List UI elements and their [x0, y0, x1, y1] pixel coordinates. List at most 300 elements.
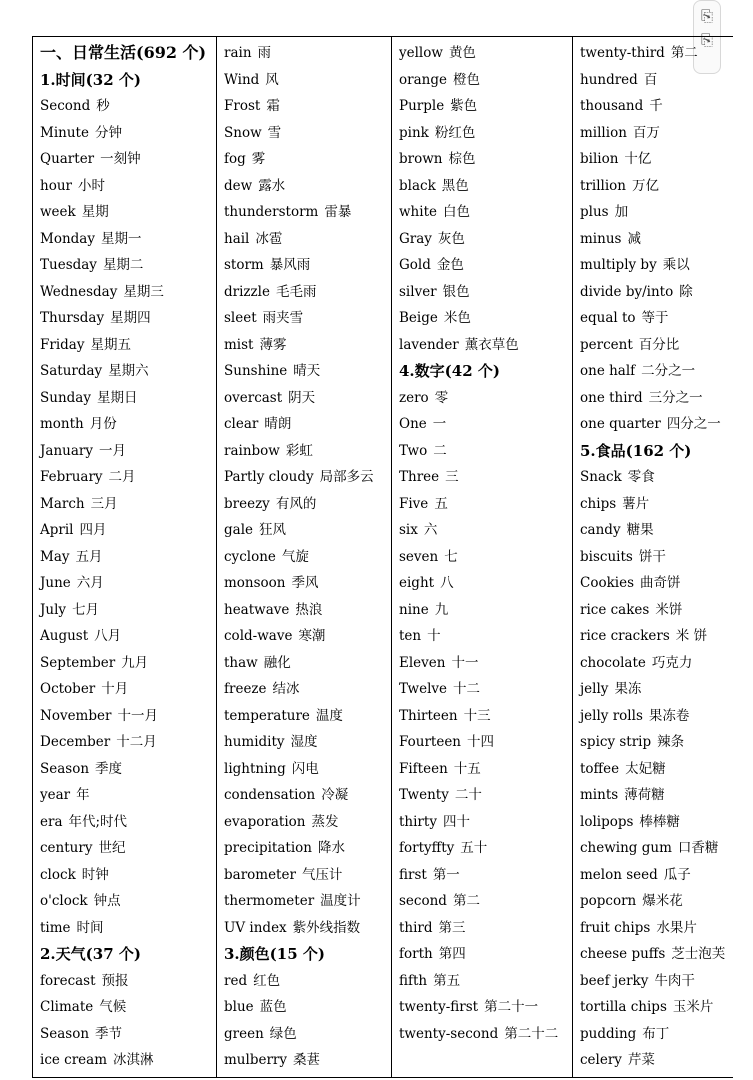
vocab-entry — [580, 93, 753, 120]
chinese-meaning: 千 — [649, 98, 663, 114]
vocab-entry — [399, 623, 572, 650]
vocab-entry — [40, 199, 216, 226]
english-word: one third — [580, 389, 643, 406]
vocab-entry — [224, 544, 391, 571]
vocab-entry — [40, 676, 216, 703]
chinese-meaning: 时间 — [76, 919, 104, 936]
vocab-entry — [40, 358, 216, 385]
vocab-entry — [224, 146, 391, 173]
english-word: September — [40, 654, 116, 671]
vocab-entry — [580, 729, 753, 756]
chinese-meaning: 巧克力 — [651, 654, 693, 671]
chinese-meaning: 一刻钟 — [100, 151, 141, 167]
english-word: nine — [399, 601, 429, 618]
vocab-entry — [224, 703, 391, 730]
english-word: spicy strip — [580, 734, 652, 750]
chinese-meaning: 融化 — [263, 654, 291, 671]
english-word: cheese puffs — [580, 946, 666, 962]
english-word: fruit chips — [580, 919, 651, 936]
english-word: Partly cloudy — [224, 469, 314, 485]
vocab-entry — [580, 279, 753, 306]
chinese-meaning: 星期二 — [102, 257, 144, 273]
vocab-entry — [224, 491, 391, 518]
vocab-entry — [399, 729, 572, 756]
vocab-entry — [580, 623, 753, 650]
chinese-meaning: 冰雹 — [255, 230, 283, 247]
vocab-entry — [580, 146, 753, 173]
chinese-meaning: 瓜子 — [663, 866, 691, 883]
vocab-entry — [399, 40, 572, 67]
vocab-entry — [224, 252, 391, 279]
vocab-entry — [580, 835, 753, 862]
chinese-meaning: 星期四 — [110, 310, 151, 326]
english-word: UV index — [224, 919, 287, 936]
vocab-entry — [40, 279, 216, 306]
english-word: Fourteen — [399, 734, 462, 750]
english-word: barometer — [224, 866, 296, 883]
vocab-entry — [580, 1047, 753, 1074]
english-word: Frost — [224, 98, 261, 114]
vocab-entry — [40, 756, 216, 783]
vocab-entry — [580, 862, 753, 889]
chinese-meaning: 橙色 — [452, 71, 480, 88]
english-word: heatwave — [224, 601, 290, 618]
chinese-meaning: 十五 — [453, 760, 481, 777]
chinese-meaning: 绿色 — [269, 1025, 297, 1042]
english-word: month — [40, 416, 84, 432]
english-word: Five — [399, 495, 429, 512]
chinese-meaning: 八 — [440, 575, 454, 591]
chinese-meaning: 世纪 — [98, 840, 126, 856]
english-word: fortyffty — [399, 840, 455, 856]
vocab-entry — [399, 411, 572, 438]
chinese-meaning: 降水 — [317, 840, 345, 856]
english-word: lightning — [224, 760, 286, 777]
vocab-entry — [40, 332, 216, 359]
english-word: Two — [399, 442, 428, 459]
vocab-entry — [399, 517, 572, 544]
chinese-meaning: 湿度 — [290, 734, 318, 750]
english-word: rain — [224, 45, 252, 61]
english-word: Gray — [399, 230, 432, 247]
english-word: mist — [224, 336, 254, 353]
english-word: hundred — [580, 71, 638, 88]
vocab-entry — [580, 544, 753, 571]
english-word: chewing gum — [580, 840, 672, 856]
chinese-meaning: 糖果 — [626, 522, 654, 538]
english-word: week — [40, 204, 76, 220]
chinese-meaning: 星期六 — [108, 363, 149, 379]
chinese-meaning: 第二十二 — [504, 1025, 559, 1042]
english-word: orange — [399, 71, 447, 88]
chinese-meaning: 钟点 — [93, 893, 121, 909]
english-word: evaporation — [224, 813, 306, 830]
vocab-entry — [40, 93, 216, 120]
chinese-meaning: 第二十一 — [484, 999, 539, 1015]
english-word: Sunday — [40, 389, 91, 406]
vocab-entry — [399, 279, 572, 306]
section-heading: 4.数字(42 个) — [399, 362, 500, 380]
vocab-entry — [399, 544, 572, 571]
chapter-heading: 一、日常生活(692 个) — [40, 43, 207, 62]
vocab-entry — [399, 120, 572, 147]
english-word: o'clock — [40, 893, 88, 909]
english-word: forth — [399, 946, 433, 962]
chinese-meaning: 星期三 — [123, 283, 164, 300]
chinese-meaning: 年 — [76, 787, 90, 803]
english-word: million — [580, 124, 627, 141]
english-word: Climate — [40, 999, 94, 1015]
english-word: Purple — [399, 98, 445, 114]
vocab-entry — [40, 1021, 216, 1048]
chinese-meaning: 果冻 — [614, 681, 642, 697]
vocab-entry — [399, 199, 572, 226]
english-word: trillion — [580, 177, 626, 194]
vocab-entry — [40, 888, 216, 915]
english-word: bilion — [580, 151, 619, 167]
chinese-meaning: 米 饼 — [675, 628, 708, 644]
chinese-meaning: 雪 — [267, 124, 282, 141]
chinese-meaning: 果冻卷 — [648, 707, 690, 724]
column-1 — [33, 37, 217, 1077]
vocab-entry — [40, 994, 216, 1021]
vocab-entry — [224, 835, 391, 862]
column-4 — [573, 37, 753, 1077]
vocab-entry — [399, 756, 572, 783]
vocab-entry — [224, 67, 391, 94]
chinese-meaning: 毛毛雨 — [275, 283, 317, 300]
vocab-entry — [580, 888, 753, 915]
vocab-entry — [580, 968, 753, 995]
chinese-meaning: 二分之一 — [641, 363, 696, 379]
chinese-meaning: 第三 — [438, 919, 466, 936]
chinese-meaning: 季度 — [95, 760, 123, 777]
chinese-meaning: 暴风雨 — [269, 257, 311, 273]
vocab-entry — [580, 809, 753, 836]
english-word: hour — [40, 177, 72, 194]
chinese-meaning: 零 — [434, 389, 449, 406]
chinese-meaning: 百 — [643, 71, 658, 88]
vocab-entry — [580, 358, 753, 385]
chinese-meaning: 四分之一 — [666, 416, 721, 432]
chinese-meaning: 星期五 — [90, 336, 131, 353]
english-word: Wind — [224, 71, 260, 88]
vocab-entry — [399, 650, 572, 677]
english-word: Second — [40, 98, 91, 114]
chinese-meaning: 四十 — [442, 813, 470, 830]
chinese-meaning: 年代;时代 — [68, 813, 128, 830]
chinese-meaning: 减 — [627, 230, 641, 247]
english-word: Tuesday — [40, 257, 97, 273]
english-word: Thursday — [40, 310, 105, 326]
vocab-entry — [224, 915, 391, 942]
english-word: cyclone — [224, 548, 276, 565]
vocab-entry — [399, 835, 572, 862]
vocab-entry — [399, 968, 572, 995]
vocabulary-table — [32, 36, 733, 1078]
english-word: overcast — [224, 389, 283, 406]
english-word: temperature — [224, 707, 310, 724]
english-word: tortilla chips — [580, 999, 667, 1015]
chinese-meaning: 雨 — [257, 45, 272, 61]
vocab-entry — [580, 915, 753, 942]
english-word: July — [40, 601, 67, 618]
chinese-meaning: 粉红色 — [434, 124, 476, 141]
chinese-meaning: 芝士泡芙 — [671, 946, 726, 962]
english-word: Minute — [40, 124, 89, 141]
chinese-meaning: 辣条 — [657, 734, 685, 750]
chinese-meaning: 红色 — [253, 972, 281, 989]
vocab-entry — [399, 491, 572, 518]
english-word: second — [399, 893, 447, 909]
english-word: black — [399, 177, 436, 194]
english-word: Twelve — [399, 681, 448, 697]
vocab-entry — [40, 438, 216, 465]
chinese-meaning: 布丁 — [642, 1025, 670, 1042]
english-word: thermometer — [224, 893, 315, 909]
vocab-entry — [224, 279, 391, 306]
english-word: Sunshine — [224, 363, 288, 379]
english-word: Snow — [224, 124, 262, 141]
english-word: plus — [580, 204, 609, 220]
english-word: mulberry — [224, 1052, 287, 1068]
vocab-entry — [580, 782, 753, 809]
english-word: popcorn — [580, 893, 637, 909]
vocab-entry — [580, 491, 753, 518]
vocab-entry — [40, 835, 216, 862]
chinese-meaning: 十四 — [467, 734, 495, 750]
chinese-meaning: 五月 — [75, 548, 103, 565]
english-word: year — [40, 787, 71, 803]
vocab-entry — [224, 305, 391, 332]
chinese-meaning: 黄色 — [448, 45, 476, 61]
english-word: one quarter — [580, 416, 661, 432]
vocab-entry — [40, 623, 216, 650]
english-word: red — [224, 972, 248, 989]
chinese-meaning: 百万 — [632, 124, 660, 141]
chinese-meaning: 阴天 — [288, 389, 316, 406]
english-word: Three — [399, 469, 440, 485]
vocab-entry — [224, 756, 391, 783]
chinese-meaning: 五 — [434, 495, 448, 512]
chinese-meaning: 一月 — [98, 442, 126, 459]
english-word: jelly rolls — [580, 707, 643, 724]
vocab-entry — [580, 994, 753, 1021]
english-word: Friday — [40, 336, 85, 353]
chinese-meaning: 十一月 — [117, 707, 158, 724]
english-word: Gold — [399, 257, 431, 273]
vocab-entry — [580, 385, 753, 412]
vocab-entry — [580, 226, 753, 253]
vocab-entry — [40, 173, 216, 200]
vocab-entry — [399, 994, 572, 1021]
chinese-meaning: 金色 — [436, 257, 464, 273]
vocab-entry — [580, 332, 753, 359]
english-word: January — [40, 442, 93, 459]
vocab-entry — [224, 994, 391, 1021]
chinese-meaning: 紫色 — [450, 98, 478, 114]
chinese-meaning: 四月 — [79, 522, 107, 538]
english-word: fog — [224, 151, 246, 167]
vocab-entry — [399, 676, 572, 703]
chinese-meaning: 十三 — [463, 707, 491, 724]
chinese-meaning: 星期日 — [96, 389, 138, 406]
vocab-entry — [40, 226, 216, 253]
chinese-meaning: 预报 — [101, 972, 129, 989]
vocab-entry — [224, 1021, 391, 1048]
english-word: thunderstorm — [224, 204, 319, 220]
chinese-meaning: 五十 — [460, 840, 488, 856]
vocab-entry — [40, 464, 216, 491]
english-word: October — [40, 681, 96, 697]
chinese-meaning: 一 — [432, 416, 447, 432]
vocab-entry — [399, 862, 572, 889]
english-word: Thirteen — [399, 707, 458, 724]
vocab-entry — [399, 570, 572, 597]
chinese-meaning: 第五 — [433, 972, 461, 989]
chinese-meaning: 零食 — [627, 469, 655, 485]
vocab-entry — [40, 862, 216, 889]
vocab-entry — [224, 199, 391, 226]
vocab-entry — [224, 464, 391, 491]
chinese-meaning: 温度 — [315, 707, 343, 724]
english-word: April — [40, 522, 74, 538]
chinese-meaning: 百分比 — [638, 336, 680, 353]
english-word: Fifteen — [399, 760, 448, 777]
english-word: freeze — [224, 681, 267, 697]
vocab-entry — [40, 782, 216, 809]
english-word: biscuits — [580, 548, 633, 565]
english-word: ice cream — [40, 1052, 108, 1068]
english-word: Season — [40, 760, 90, 777]
vocab-entry — [40, 809, 216, 836]
english-word: twenty-third — [580, 45, 665, 61]
section-heading: 3.颜色(15 个) — [224, 945, 325, 963]
chinese-meaning: 饼干 — [638, 548, 666, 565]
vocab-entry — [40, 411, 216, 438]
chinese-meaning: 季节 — [95, 1025, 123, 1042]
english-word: white — [399, 204, 437, 220]
chinese-meaning: 等于 — [641, 310, 669, 326]
english-word: Quarter — [40, 151, 95, 167]
section-heading: 5.食品(162 个) — [580, 441, 692, 460]
vocab-entry — [399, 888, 572, 915]
chinese-meaning: 二 — [433, 442, 447, 459]
english-word: thousand — [580, 98, 644, 114]
english-word: seven — [399, 548, 439, 565]
chinese-meaning: 薄荷糖 — [624, 787, 665, 803]
vocab-entry — [580, 173, 753, 200]
vocab-entry — [580, 305, 753, 332]
vocab-entry — [399, 915, 572, 942]
vocab-entry — [399, 67, 572, 94]
vocab-entry — [580, 517, 753, 544]
chinese-meaning: 时钟 — [81, 866, 109, 883]
chinese-meaning: 七月 — [72, 601, 100, 618]
vocab-entry — [224, 411, 391, 438]
chinese-meaning: 六 — [423, 522, 438, 538]
chinese-meaning: 棕色 — [448, 151, 476, 167]
vocab-entry — [224, 570, 391, 597]
chinese-meaning: 桑葚 — [292, 1052, 320, 1068]
vocab-entry — [40, 517, 216, 544]
chinese-meaning: 除 — [679, 283, 693, 300]
english-word: beef jerky — [580, 972, 649, 989]
english-word: mints — [580, 787, 619, 803]
vocab-entry — [580, 570, 753, 597]
vocab-entry — [40, 120, 216, 147]
english-word: thaw — [224, 654, 258, 671]
chinese-meaning: 狂风 — [259, 522, 286, 538]
vocab-entry — [224, 809, 391, 836]
chinese-meaning: 薯片 — [622, 495, 650, 512]
english-word: clock — [40, 866, 76, 883]
english-word: storm — [224, 257, 264, 273]
chinese-meaning: 口香糖 — [677, 840, 719, 856]
english-word: sleet — [224, 310, 257, 326]
english-word: blue — [224, 999, 254, 1015]
vocab-entry — [399, 438, 572, 465]
chinese-meaning: 九 — [434, 601, 449, 618]
chinese-meaning: 薰衣草色 — [464, 336, 519, 353]
chinese-meaning: 闪电 — [291, 760, 319, 777]
chinese-meaning: 米色 — [443, 310, 471, 326]
english-word: thirty — [399, 813, 437, 830]
english-word: Season — [40, 1025, 90, 1042]
chinese-meaning: 十二月 — [116, 734, 157, 750]
english-word: twenty-second — [399, 1025, 499, 1042]
chinese-meaning: 六月 — [76, 575, 104, 591]
vocab-entry — [224, 968, 391, 995]
chinese-meaning: 分钟 — [94, 124, 122, 141]
vocab-entry — [580, 597, 753, 624]
english-word: condensation — [224, 787, 316, 803]
english-word: Eleven — [399, 654, 446, 671]
chinese-meaning: 雾 — [251, 151, 266, 167]
vocab-entry — [40, 544, 216, 571]
vocab-entry — [580, 252, 753, 279]
vocab-entry — [580, 941, 753, 968]
side-toolbar-icon[interactable]: ⎘ ⎘ — [693, 0, 721, 74]
english-word: lolipops — [580, 813, 634, 830]
vocab-entry — [399, 464, 572, 491]
section-heading: 2.天气(37 个) — [40, 945, 141, 963]
vocab-entry — [224, 1047, 391, 1074]
english-word: first — [399, 866, 427, 883]
chinese-meaning: 二月 — [108, 469, 136, 485]
english-word: clear — [224, 416, 259, 432]
chinese-meaning: 晴天 — [293, 363, 321, 379]
chinese-meaning: 蒸发 — [311, 813, 339, 830]
vocab-entry — [399, 385, 572, 412]
english-word: minus — [580, 230, 622, 247]
chinese-meaning: 米饼 — [655, 601, 683, 618]
chinese-meaning: 七 — [444, 548, 458, 565]
column-2 — [217, 37, 392, 1077]
english-word: silver — [399, 283, 437, 300]
vocab-entry — [224, 597, 391, 624]
vocab-entry — [40, 968, 216, 995]
vocab-entry — [40, 729, 216, 756]
english-word: rice crackers — [580, 628, 670, 644]
chinese-meaning: 水果片 — [656, 919, 697, 936]
chinese-meaning: 有风的 — [275, 495, 317, 512]
english-word: green — [224, 1025, 264, 1042]
vocab-entry — [224, 173, 391, 200]
vocab-entry — [399, 305, 572, 332]
vocab-entry — [40, 1047, 216, 1074]
english-word: gale — [224, 522, 253, 538]
